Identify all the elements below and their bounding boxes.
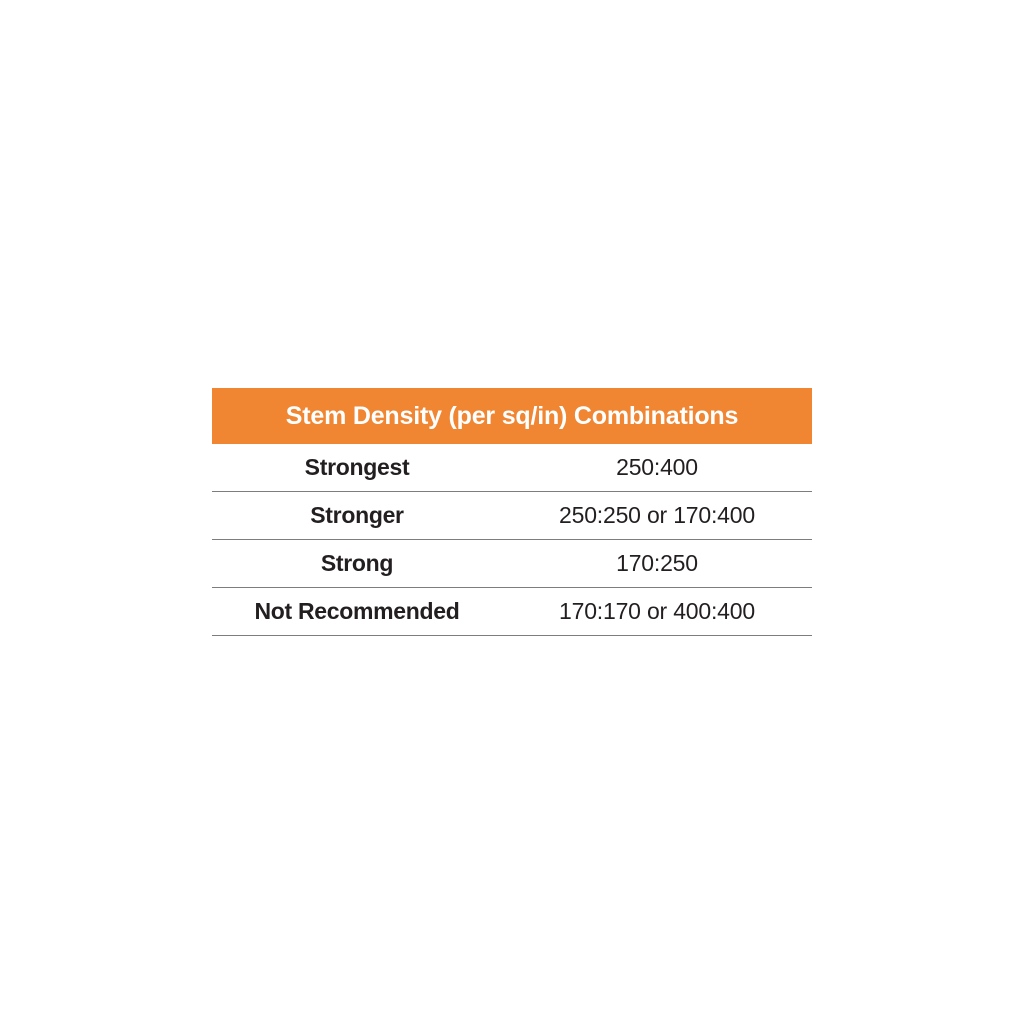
row-value: 250:400 — [502, 444, 812, 492]
table-row — [212, 540, 812, 588]
row-label: Not Recommended — [212, 588, 502, 636]
table-row — [212, 588, 812, 636]
row-label: Strong — [212, 540, 502, 588]
table-title: Stem Density (per sq/in) Combinations — [212, 388, 812, 444]
table-row — [212, 492, 812, 540]
row-label: Strongest — [212, 444, 502, 492]
row-value: 250:250 or 170:400 — [502, 492, 812, 540]
row-label: Stronger — [212, 492, 502, 540]
table-row — [212, 444, 812, 492]
density-table — [212, 444, 812, 636]
stem-density-table — [212, 388, 812, 636]
row-value: 170:250 — [502, 540, 812, 588]
row-value: 170:170 or 400:400 — [502, 588, 812, 636]
